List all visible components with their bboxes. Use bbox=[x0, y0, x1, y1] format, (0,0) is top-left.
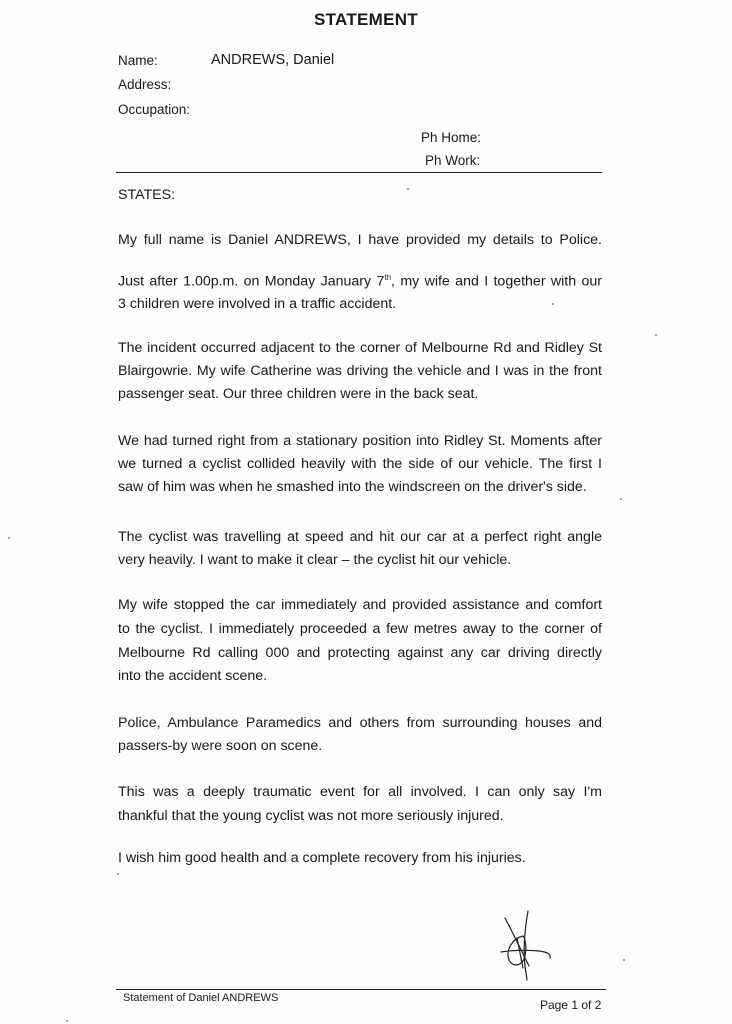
scan-speck bbox=[117, 873, 119, 875]
paragraph-5-line-1: The cyclist was travelling at speed and hit our car at a perfect right angle bbox=[118, 529, 602, 545]
paragraph-3-line-1: The incident occurred adjacent to the corner of Melbourne Rd and Ridley St bbox=[118, 340, 602, 356]
scan-speck bbox=[407, 188, 409, 190]
document-title: STATEMENT bbox=[313, 10, 419, 29]
name-value: ANDREWS, Daniel bbox=[211, 52, 335, 68]
page-number: Page 1 of 2 bbox=[540, 998, 602, 1012]
paragraph-2-text-a: Just after 1.00p.m. on Monday January 7 bbox=[118, 273, 385, 290]
states-label: STATES: bbox=[118, 187, 176, 203]
paragraph-6-line-2: to the cyclist. I immediately proceeded a few metres away to the corner of bbox=[118, 621, 602, 637]
paragraph-2-line-2: 3 children were involved in a traffic accident. bbox=[118, 296, 397, 312]
paragraph-4-line-3: saw of him was when he smashed into the windscreen on the driver's side. bbox=[118, 479, 587, 495]
paragraph-7-line-2: passers-by were soon on scene. bbox=[118, 738, 323, 754]
footer-divider bbox=[116, 989, 606, 990]
paragraph-5-line-2: very heavily. I want to make it clear – the cyclist hit our vehicle. bbox=[118, 552, 512, 568]
scan-speck bbox=[620, 498, 622, 500]
paragraph-8-line-1: This was a deeply traumatic event for all involved. I can only say I'm bbox=[118, 784, 602, 800]
paragraph-3-line-2: Blairgowrie. My wife Catherine was driving the vehicle and I was in the front bbox=[118, 363, 602, 379]
scan-speck bbox=[623, 959, 625, 961]
paragraph-6-line-3: Melbourne Rd calling 000 and protecting against any car driving directly bbox=[118, 645, 602, 661]
paragraph-9-line-1: I wish him good health and a complete recovery from his injuries. bbox=[118, 850, 526, 866]
paragraph-6-line-4: into the accident scene. bbox=[118, 668, 268, 684]
paragraph-2-line-1 bbox=[118, 273, 602, 290]
paragraph-2-text-b: , my wife and I together with our bbox=[391, 273, 602, 290]
scan-speck bbox=[552, 303, 554, 305]
paragraph-4-line-2: we turned a cyclist collided heavily with the side of our vehicle. The first I bbox=[118, 456, 602, 472]
scan-speck bbox=[8, 537, 10, 539]
paragraph-4-line-1: We had turned right from a stationary position into Ridley St. Moments after bbox=[118, 433, 602, 449]
ph-work-label: Ph Work: bbox=[425, 153, 481, 168]
scan-speck bbox=[66, 1020, 68, 1022]
scan-speck bbox=[655, 334, 657, 336]
paragraph-8-line-2: thankful that the young cyclist was not more seriously injured. bbox=[118, 808, 504, 824]
paragraph-6-line-1: My wife stopped the car immediately and provided assistance and comfort bbox=[118, 597, 602, 613]
paragraph-1-line-1: My full name is Daniel ANDREWS, I have provided my details to Police. bbox=[118, 232, 602, 248]
signature bbox=[495, 908, 565, 983]
occupation-label: Occupation: bbox=[118, 102, 191, 117]
ordinal-suffix: th bbox=[384, 273, 392, 282]
name-label: Name: bbox=[118, 53, 158, 68]
header-divider bbox=[116, 172, 602, 173]
paragraph-3-line-3: passenger seat. Our three children were in the back seat. bbox=[118, 386, 479, 402]
address-label: Address: bbox=[118, 77, 172, 92]
paragraph-7-line-1: Police, Ambulance Paramedics and others from surrounding houses and bbox=[118, 715, 602, 731]
footer-statement-of: Statement of Daniel ANDREWS bbox=[123, 992, 279, 1004]
ph-home-label: Ph Home: bbox=[421, 130, 482, 145]
